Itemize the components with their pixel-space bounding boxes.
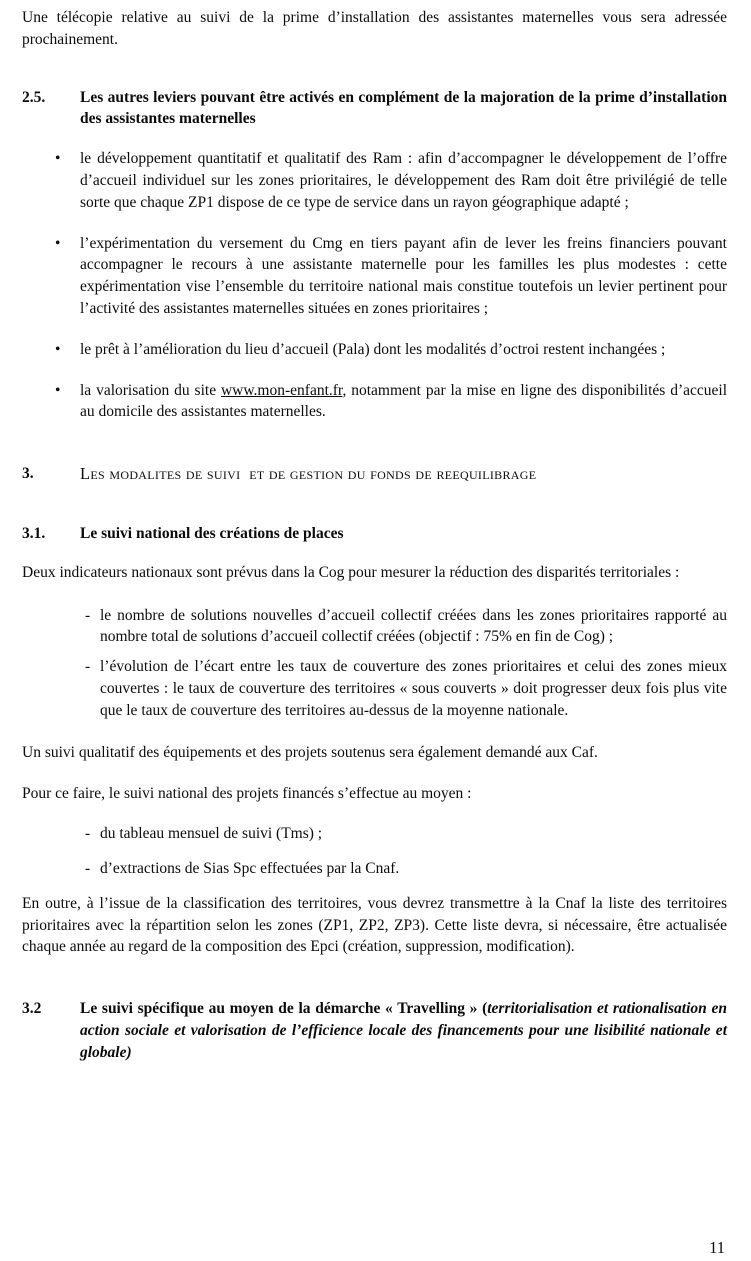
bullet-icon: • — [55, 150, 61, 168]
dash-icon: - — [85, 606, 91, 624]
dash-item-tms — [22, 823, 727, 845]
indicators-dash-list — [22, 605, 727, 722]
dash-item-ecart — [22, 656, 727, 721]
bullet-text — [80, 382, 727, 421]
section-2-5-number: 2.5. — [22, 88, 46, 106]
dash-icon: - — [85, 825, 91, 843]
section-3-heading — [22, 463, 727, 485]
levers-bullet-list — [22, 148, 727, 423]
indicators-paragraph: Deux indicateurs nationaux sont prévus dans la Cog pour mesurer la réduction des disparités territoriales : — [22, 563, 680, 581]
section-3-2-heading — [22, 998, 727, 1063]
dash-item-solutions — [22, 605, 727, 649]
dash-text: du tableau mensuel de suivi (Tms) ; — [100, 825, 323, 843]
bullet-item-cmg — [22, 233, 727, 320]
section-2-5-title: Les autres leviers pouvant être activés en complément de la majoration de la prime d’installation des assistantes maternelles — [80, 88, 727, 128]
qualitative-follow-up-paragraph: Un suivi qualitatif des équipements et des projets soutenus sera également demandé aux Caf. — [22, 743, 598, 761]
section-3-2-title-italic: territorialisation et rationalisation en action sociale et valorisation de l’efficience locale des financements pour une lisibilité nationale et globale) — [80, 1000, 727, 1061]
section-3-2-title-main: Le suivi spécifique au moyen de la démarche « Travelling » ( — [80, 1000, 488, 1018]
section-3-1-title: Le suivi national des créations de places — [80, 524, 344, 542]
bullet-icon: • — [55, 234, 61, 252]
bullet-text-post: , notamment par la mise en ligne des disponibilités d’accueil au domicile des assistantes maternelles. — [80, 381, 727, 421]
bullet-text-pre: la valorisation du site — [80, 381, 221, 399]
pour-ce-faire-paragraph: Pour ce faire, le suivi national des projets financés s’effectue au moyen : — [22, 785, 472, 803]
section-3-1-heading — [22, 523, 727, 545]
bullet-text: l’expérimentation du versement du Cmg en tiers payant afin de lever les freins financiers pouvant accompagner le recours à une assistante maternelle pour les familles les plus modestes : cette expérimentation vise l’ensemble du territoire national mais constitue toutefois un levier pertinent pour l’activité des assistantes maternelles situées en zones prioritaires ; — [80, 234, 727, 317]
bullet-text: le développement quantitatif et qualitatif des Ram : afin d’accompagner le développement de l’offre d’accueil individuel sur les zones prioritaires, le développement des Ram doit être privilégié de telle sorte que chaque ZP1 dispose de ce type de service dans un rayon géographique adapté ; — [80, 150, 727, 211]
bullet-icon: • — [55, 381, 61, 399]
section-3-title: Les modalites de suivi et de gestion du fonds de reequilibrage — [80, 464, 537, 484]
bullet-icon: • — [55, 340, 61, 358]
section-3-2-title — [80, 998, 727, 1063]
bullet-text: le prêt à l’amélioration du lieu d’accueil (Pala) dont les modalités d’octroi restent inchangées ; — [80, 340, 666, 358]
bullet-item-pala — [22, 339, 727, 361]
page-number: 11 — [709, 1238, 725, 1258]
dash-icon: - — [85, 658, 91, 676]
dash-icon: - — [85, 859, 91, 877]
section-3-1-number: 3.1. — [22, 524, 46, 542]
dash-text: le nombre de solutions nouvelles d’accueil collectif créées dans les zones prioritaires rapporté au nombre total de solutions d’accueil collectif créées (objectif : 75% en fin de Cog) ; — [100, 606, 727, 646]
dash-text: d’extractions de Sias Spc effectuées par la Cnaf. — [100, 859, 400, 877]
dash-text: l’évolution de l’écart entre les taux de couverture des zones prioritaires et celui des zones mieux couvertes : le taux de couverture des territoires « sous couverts » doit progresser deux fois plus vite que le taux de couverture des territoires au-dessus de la moyenne nationale. — [100, 658, 727, 719]
mon-enfant-link[interactable]: www.mon-enfant.fr — [220, 381, 343, 399]
bullet-item-ram — [22, 148, 727, 213]
tools-dash-list — [22, 823, 727, 880]
bullet-item-site — [22, 380, 727, 424]
section-2-5-heading — [22, 87, 727, 131]
en-outre-paragraph: En outre, à l’issue de la classification des territoires, vous devrez transmettre à la Cnaf la liste des territoires prioritaires avec la répartition selon les zones (ZP1, ZP2, ZP3). Cette liste devra, si nécessaire, être actualisée chaque année au regard de la composition des Epci (création, suppression, modification). — [22, 894, 727, 956]
dash-item-sias — [22, 858, 727, 880]
section-3-number: 3. — [22, 465, 34, 483]
section-3-2-number: 3.2 — [22, 1000, 42, 1018]
intro-paragraph: Une télécopie relative au suivi de la prime d’installation des assistantes maternelles vous sera adressée prochainement. — [22, 9, 727, 48]
